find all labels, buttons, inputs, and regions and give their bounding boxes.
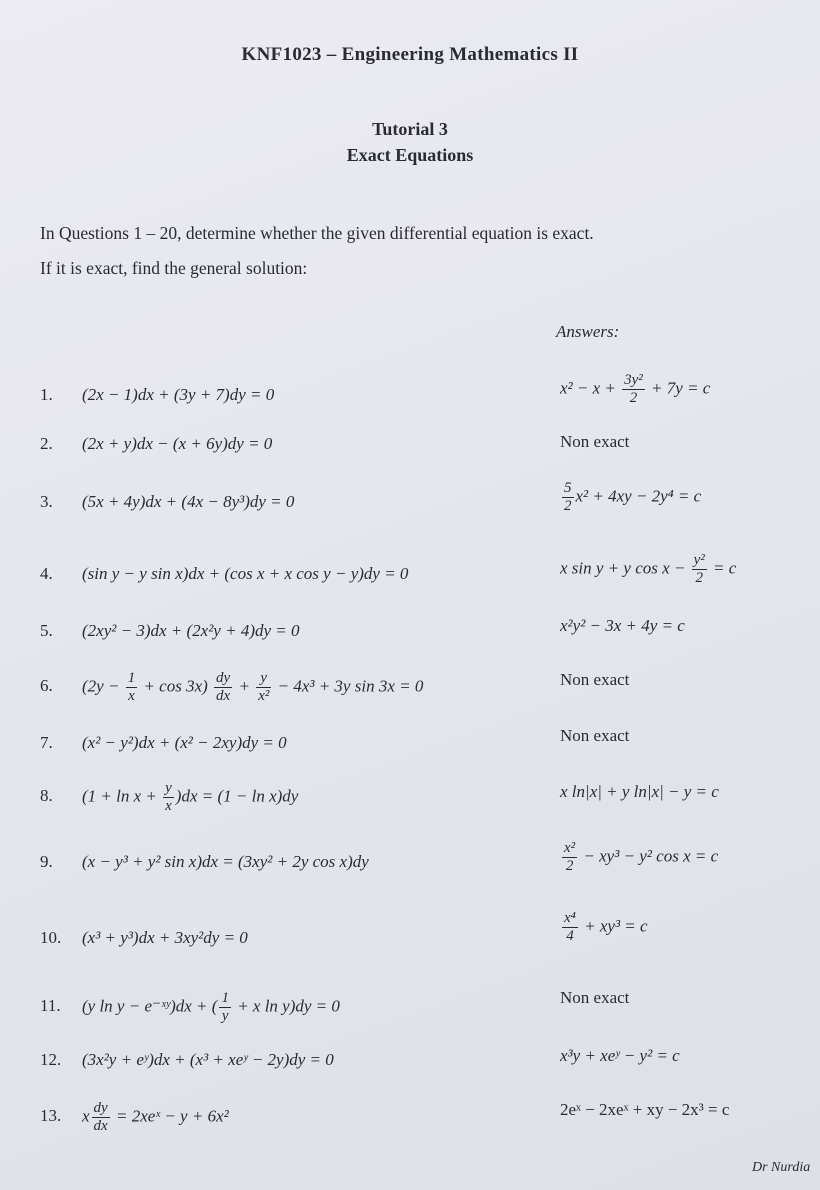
- question-number: 1.: [40, 385, 53, 404]
- fraction: $\frac{5}{2}$: [564, 480, 572, 514]
- question-number: 3.: [40, 492, 53, 511]
- answer-9: $\frac{\text{x²}}{2}$ − xy³ − y² cos x = c: [564, 840, 719, 874]
- instructions-line-1: In Questions 1 – 20, determine whether the given differential equation is exact.: [40, 223, 594, 243]
- answer-1: x² − x + $\frac{\text{3y²}}{2}$ + 7y = c: [560, 372, 711, 406]
- question-7: [40, 733, 287, 753]
- question-2: [40, 434, 272, 454]
- question-equation: (2x − 1)dx + (3y + 7)dy = 0: [82, 385, 275, 404]
- question-3: [40, 492, 294, 512]
- fraction: $\frac{\text{x²}}{2}$: [564, 840, 576, 874]
- question-1: [40, 385, 274, 405]
- question-12: [40, 1050, 334, 1070]
- answer-4: x sin y + y cos x − $\frac{\text{y²}}{2}$ = c: [560, 552, 737, 586]
- answer-5: x²y² − 3x + 4y = c: [560, 616, 685, 635]
- tutorial-topic: Exact Equations: [346, 145, 474, 165]
- tutorial-number: Tutorial 3: [372, 119, 448, 139]
- question-equation: (5x + 4y)dx + (4x − 8y³)dy = 0: [82, 492, 295, 511]
- answer-7: Non exact: [560, 726, 630, 745]
- question-number: 4.: [40, 564, 53, 583]
- question-equation: (x − y³ + y² sin x)dx = (3xy² + 2y cos x)dy: [82, 852, 369, 871]
- question-number: 11.: [40, 996, 61, 1016]
- instructions: [40, 216, 780, 286]
- fraction: $\frac{1}{x}$: [127, 670, 136, 704]
- question-number: 8.: [40, 786, 53, 806]
- fraction: $\frac{\text{y²}}{2}$: [693, 552, 705, 586]
- question-9: [40, 852, 369, 872]
- question-10: [40, 928, 248, 948]
- answer-11: Non exact: [560, 988, 630, 1007]
- fraction: $\frac{\text{x⁴}}{4}$: [564, 910, 576, 944]
- question-number: 7.: [40, 733, 53, 752]
- question-equation: (x² − y²)dx + (x² − 2xy)dy = 0: [82, 733, 287, 752]
- fraction: $\frac{1}{y}$: [221, 990, 229, 1024]
- instructions-line-2: If it is exact, find the general solution:: [40, 258, 308, 278]
- question-number: 12.: [40, 1050, 62, 1069]
- question-number: 2.: [40, 434, 53, 453]
- answer-10: $\frac{\text{x⁴}}{4}$ + xy³ = c: [564, 910, 648, 944]
- fraction: $\frac{dy}{dx}$: [93, 1100, 108, 1134]
- fraction: $\frac{dy}{dx}$: [216, 670, 231, 704]
- fraction: $\frac{y}{\text{x²}}$: [258, 670, 270, 704]
- question-equation: (2xy² − 3)dx + (2x²y + 4)dy = 0: [82, 621, 300, 640]
- question-number: 10.: [40, 928, 62, 947]
- question-equation: (x³ + y³)dx + 3xy²dy = 0: [82, 928, 248, 947]
- question-11: 11. (y ln y − e⁻ˣʸ)dx + ( $\frac{1}{y}$ + x ln y)dy = 0: [40, 990, 340, 1024]
- question-number: 5.: [40, 621, 53, 640]
- answer-3: $\frac{5}{2}$ x² + 4xy − 2y⁴ = c: [564, 480, 702, 514]
- question-equation: (2x + y)dx − (x + 6y)dy = 0: [82, 434, 273, 453]
- question-4: [40, 564, 408, 584]
- question-13: 13. x $\frac{dy}{dx}$ = 2xeˣ − y + 6x²: [40, 1100, 229, 1134]
- course-title: KNF1023 – Engineering Mathematics II: [241, 44, 579, 65]
- answer-12: x³y + xeʸ − y² = c: [560, 1046, 680, 1065]
- question-6: 6. (2y − $\frac{1}{x}$ + cos 3x) $\frac{dy}{dx}$ + $\frac{y}{\text{x²}}$ − 4x³ + 3y sin 3x = 0: [40, 670, 424, 704]
- question-number: 13.: [40, 1106, 62, 1126]
- answer-13: 2eˣ − 2xeˣ + xy − 2x³ = c: [560, 1100, 730, 1119]
- answer-6: Non exact: [560, 670, 630, 689]
- fraction: $\frac{y}{x}$: [165, 780, 172, 814]
- footer-author: Dr Nurdia: [752, 1160, 811, 1175]
- question-number: 9.: [40, 852, 53, 871]
- question-number: 6.: [40, 676, 53, 696]
- answer-2: Non exact: [560, 432, 630, 451]
- answers-heading: Answers:: [556, 322, 620, 341]
- answer-8: x ln|x| + y ln|x| − y = c: [560, 782, 719, 801]
- question-8: 8. (1 + ln x + $\frac{y}{x}$ )dx = (1 − ln x)dy: [40, 780, 299, 814]
- fraction: $\frac{\text{3y²}}{2}$: [624, 372, 643, 406]
- question-equation: (3x²y + eʸ)dx + (x³ + xeʸ − 2y)dy = 0: [82, 1050, 334, 1069]
- tutorial-heading: [0, 116, 820, 168]
- question-5: [40, 621, 300, 641]
- question-equation: (sin y − y sin x)dx + (cos x + x cos y − y)dy = 0: [82, 564, 409, 583]
